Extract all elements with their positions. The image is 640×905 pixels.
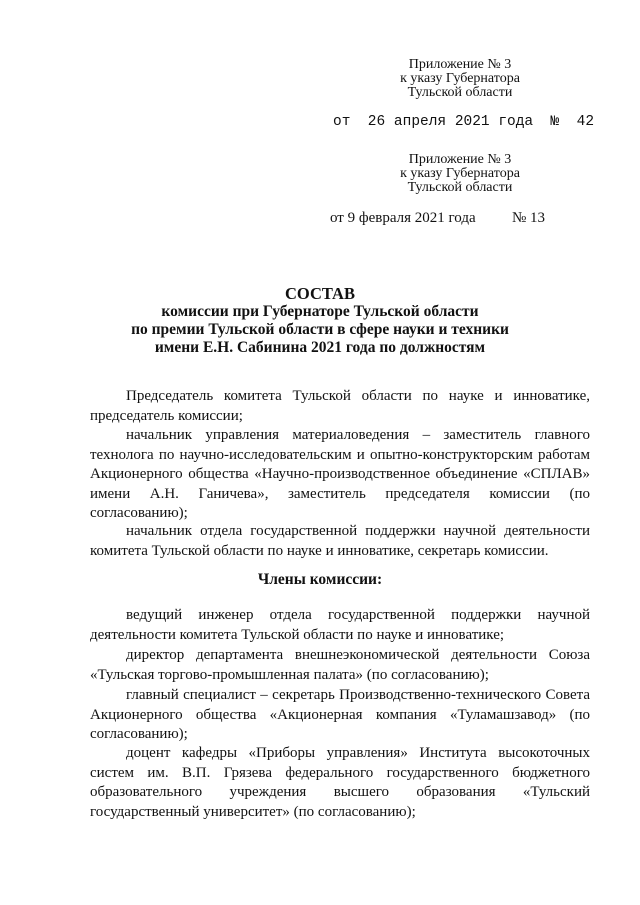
member-item: главный специалист – секретарь Производственно-технического Совета Акционерного общества «Акционерная компания «Туламашзавод» (по согласованию); bbox=[90, 687, 590, 742]
appendix-line: Приложение № 3 bbox=[408, 152, 512, 167]
appendix-line: Приложение № 3 bbox=[408, 57, 512, 72]
leadership-item: Председатель комитета Тульской области по науке и инноватике, председатель комиссии; bbox=[90, 388, 590, 424]
appendix-line: к указу Губернатора bbox=[400, 71, 520, 86]
members-heading: Члены комиссии: bbox=[257, 571, 383, 588]
leadership-item: начальник управления материаловедения – заместитель главного технолога по научно-исследовательским и опытно-конструкторским работам Акционерного общества «Научно-производственное объединение «СПЛАВ» имени А.Н. Ганичева», заместитель председателя комиссии (по согласованию); bbox=[90, 427, 590, 521]
member-item: ведущий инженер отдела государственной поддержки научной деятельности комитета Тульской области по науке и инноватике; bbox=[90, 607, 590, 643]
title-line: имени Е.Н. Сабинина 2021 года по должностям bbox=[154, 339, 486, 356]
member-item: доцент кафедры «Приборы управления» Института высокоточных систем им. В.П. Грязева федерального государственного бюджетного образовательного учреждения высшего образования «Тульский государственный университет» (по согласованию); bbox=[90, 745, 590, 820]
appendix-header-second bbox=[365, 153, 555, 195]
decree-date-second: от 9 февраля 2021 года bbox=[330, 210, 476, 226]
title-line: по премии Тульской области в сфере науки и техники bbox=[131, 321, 509, 338]
decree-reference-top: от 26 апреля 2021 года № 42 bbox=[333, 114, 595, 130]
decree-number-second: № 13 bbox=[512, 210, 546, 226]
appendix-line: Тульской области bbox=[407, 180, 513, 195]
title-line: СОСТАВ bbox=[285, 284, 355, 303]
title-line: комиссии при Губернаторе Тульской области bbox=[161, 303, 479, 320]
document-title bbox=[0, 285, 640, 357]
appendix-header-top bbox=[365, 58, 555, 100]
leadership-item: начальник отдела государственной поддержки научной деятельности комитета Тульской области по науке и инноватике, секретарь комиссии. bbox=[90, 523, 590, 559]
appendix-line: Тульской области bbox=[407, 85, 513, 100]
member-item: директор департамента внешнеэкономической деятельности Союза «Тульская торгово-промышленная палата» (по согласованию); bbox=[90, 647, 590, 683]
appendix-line: к указу Губернатора bbox=[400, 166, 520, 181]
